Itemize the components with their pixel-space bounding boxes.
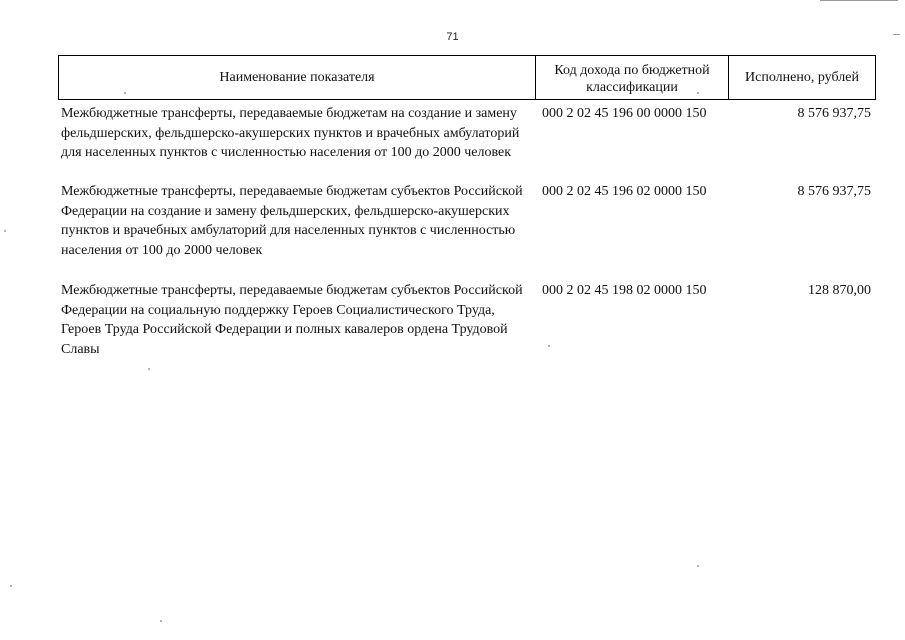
scan-mark [893, 34, 900, 35]
row-amount: 8 576 937,75 [797, 184, 871, 199]
row-code: 000 2 02 45 196 02 0000 150 [542, 184, 707, 199]
row-code: 000 2 02 45 196 00 0000 150 [542, 106, 707, 121]
scan-speck [148, 368, 150, 370]
row-name: Межбюджетные трансферты, передаваемые бюджетам субъектов Российской Федерации на социальную поддержку Героев Социалистического Труда, Героев Труда Российской Федерации и полных кавалеров ордена Трудовой Славы [61, 283, 523, 357]
row-amount: 128 870,00 [808, 283, 871, 298]
row-amount: 8 576 937,75 [797, 106, 871, 121]
scan-speck [548, 345, 550, 347]
header-amount: Исполнено, рублей [745, 70, 859, 85]
scan-speck [124, 92, 126, 94]
row-name: Межбюджетные трансферты, передаваемые бюджетам субъектов Российской Федерации на создание и замену фельдшерских, фельдшерско-акушерских пунктов и врачебных амбулаторий для населенных пунктов с численностью населения от 100 до 2000 человек [61, 184, 523, 258]
row-code: 000 2 02 45 198 02 0000 150 [542, 283, 707, 298]
scan-speck [697, 92, 699, 94]
row-name: Межбюджетные трансферты, передаваемые бюджетам на создание и замену фельдшерских, фельдшерско-акушерских пунктов и врачебных амбулаторий для населенных пунктов с численностью населения от 100 до 2000 человек [61, 106, 520, 160]
table-header [58, 55, 876, 100]
header-code: Код дохода по бюджетной классификации [536, 56, 729, 99]
scan-speck [4, 230, 6, 232]
scan-speck [697, 565, 699, 567]
scan-edge-line [820, 0, 898, 1]
scan-speck [10, 585, 12, 587]
page-number: 71 [446, 31, 459, 43]
scan-speck [160, 620, 162, 622]
header-name: Наименование показателя [59, 56, 536, 99]
